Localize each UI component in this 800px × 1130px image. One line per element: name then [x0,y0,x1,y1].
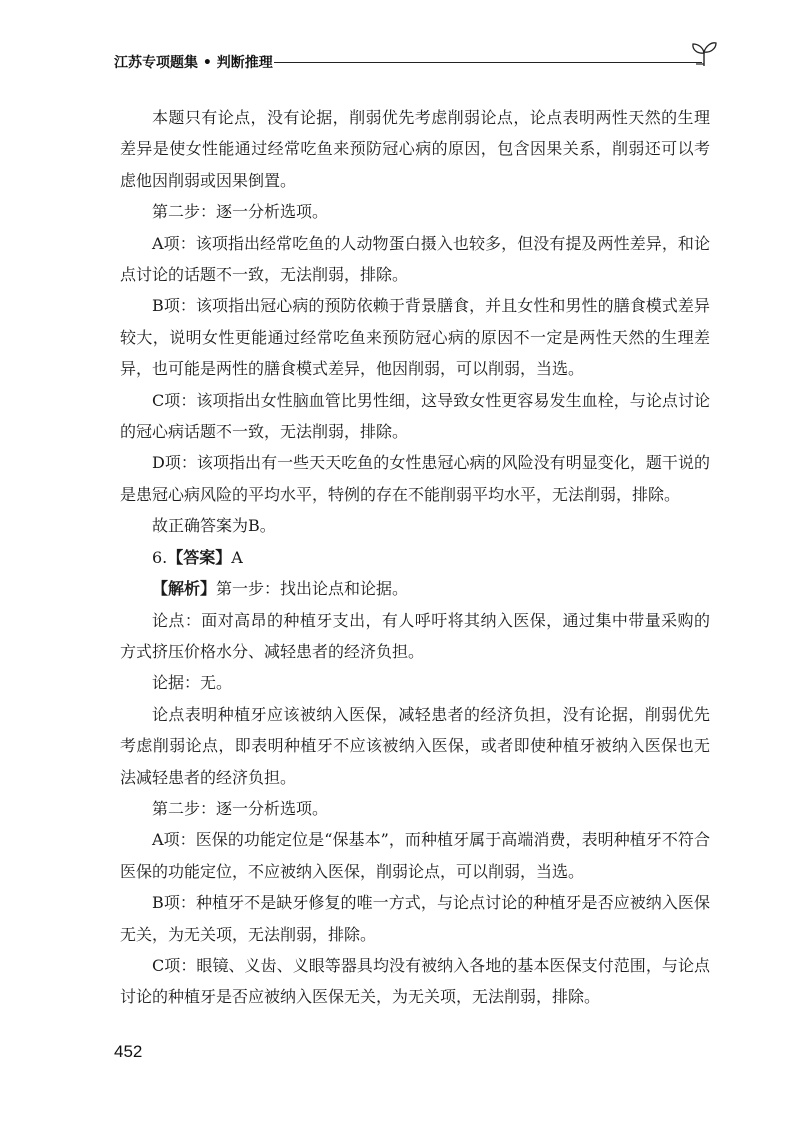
analysis-text: 第一步：找出论点和论据。 [216,579,409,599]
paragraph: C项：眼镜、义齿、义眼等器具均没有被纳入各地的基本医保支付范围，与论点讨论的种植牙是否应被纳入医保无关，为无关项，无法削弱，排除。 [120,955,710,1007]
answer-value: A [231,547,243,567]
paragraph: 故正确答案为B。 [152,516,276,536]
paragraph: A项：该项指出经常吃鱼的人动物蛋白摄入也较多，但没有提及两性差异，和论点讨论的话题不一致，无法削弱，排除。 [120,233,710,285]
paragraph: 论据：无。 [152,673,233,693]
paragraph: C项：该项指出女性脑血管比男性细，这导致女性更容易发生血栓，与论点讨论的冠心病话题不一致，无法削弱，排除。 [120,390,710,442]
answer-tag: 【答案】 [167,547,232,567]
paragraph: 第二步：逐一分析选项。 [152,798,329,818]
paragraph: 论点：面对高昂的种植牙支出，有人呼吁将其纳入医保，通过集中带量采购的方式挤压价格水分、减轻患者的经济负担。 [120,610,710,661]
paragraph: 论点表明种植牙应该被纳入医保，减轻患者的经济负担，没有论据，削弱优先考虑削弱论点，即表明种植牙不应该被纳入医保，或者即使种植牙被纳入医保也无法减轻患者的经济负担。 [120,704,710,787]
paragraph: B项：该项指出冠心病的预防依赖于背景膳食，并且女性和男性的膳食模式差异较大，说明女性更能通过经常吃鱼来预防冠心病的原因不一定是两性天然的生理差异，也可能是两性的膳食模式差异，他因削弱，可以削弱，当选。 [120,296,710,379]
paragraph: 本题只有论点，没有论据，削弱优先考虑削弱论点，论点表明两性天然的生理差异是使女性能通过经常吃鱼来预防冠心病的原因，包含因果关系，削弱还可以考虑他因削弱或因果倒置。 [120,108,710,190]
page-number: 452 [114,1042,143,1061]
paragraph: 第二步：逐一分析选项。 [152,202,329,222]
paragraph: B项：种植牙不是缺牙修复的唯一方式，与论点讨论的种植牙是否应被纳入医保无关，为无关项，无法削弱，排除。 [120,893,710,944]
header-rule [274,62,702,63]
paragraph: A项：医保的功能定位是“保基本”，而种植牙属于高端消费，表明种植牙不符合医保的功能定位，不应被纳入医保，削弱论点，可以削弱，当选。 [120,830,710,881]
question-number: 6. [152,547,168,567]
answer-line [120,542,710,573]
header-title: 江苏专项题集 • 判断推理 [114,55,273,71]
running-header [100,38,720,74]
paragraph: D项：该项指出有一些天天吃鱼的女性患冠心病的风险没有明显变化，题干说的是患冠心病风险的平均水平，特例的存在不能削弱平均水平，无法削弱，排除。 [120,453,710,504]
analysis-tag: 【解析】 [152,579,217,599]
analysis-line [120,573,710,604]
page-body [120,102,710,1013]
sprout-icon [690,38,718,68]
